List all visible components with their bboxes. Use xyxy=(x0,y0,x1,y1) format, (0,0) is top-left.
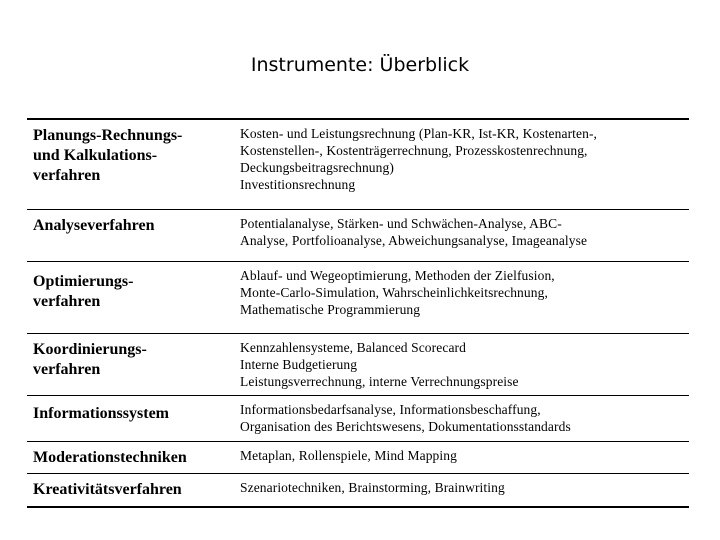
row-description: Informationsbedarfsanalyse, Informationsbeschaffung, Organisation des Berichtswesens, Dokumentationsstandards xyxy=(230,395,689,441)
slide-title: Instrumente: Überblick xyxy=(250,54,470,76)
row-description: Kosten- und Leistungsrechnung (Plan-KR, Ist-KR, Kostenarten-, Kostenstellen-, Kostenträgerrechnung, Prozesskostenrechnung, Deckungsbeitragsrechnung) Investitionsrechnung xyxy=(230,119,689,209)
row-description: Ablauf- und Wegeoptimierung, Methoden der Zielfusion, Monte-Carlo-Simulation, Wahrscheinlichkeitsrechnung, Mathematische Programmierung xyxy=(230,261,689,333)
table-row xyxy=(27,261,689,333)
table-row xyxy=(27,473,689,507)
row-label: Koordinierungs- verfahren xyxy=(27,333,230,395)
table-row xyxy=(27,395,689,441)
instruments-table xyxy=(27,118,689,508)
row-label: Kreativitätsverfahren xyxy=(27,473,230,507)
table-row xyxy=(27,209,689,261)
row-label: Optimierungs- verfahren xyxy=(27,261,230,333)
row-label: Informationssystem xyxy=(27,395,230,441)
row-label: Planungs-Rechnungs- und Kalkulations- verfahren xyxy=(27,119,230,209)
row-description: Kennzahlensysteme, Balanced Scorecard Interne Budgetierung Leistungsverrechnung, interne Verrechnungspreise xyxy=(230,333,689,395)
row-label: Moderationstechniken xyxy=(27,441,230,473)
table-row xyxy=(27,119,689,209)
table-row xyxy=(27,333,689,395)
row-description: Szenariotechniken, Brainstorming, Brainwriting xyxy=(230,473,689,507)
row-description: Potentialanalyse, Stärken- und Schwächen-Analyse, ABC- Analyse, Portfolioanalyse, Abweichungsanalyse, Imageanalyse xyxy=(230,209,689,261)
row-description: Metaplan, Rollenspiele, Mind Mapping xyxy=(230,441,689,473)
row-label: Analyseverfahren xyxy=(27,209,230,261)
table-row xyxy=(27,441,689,473)
